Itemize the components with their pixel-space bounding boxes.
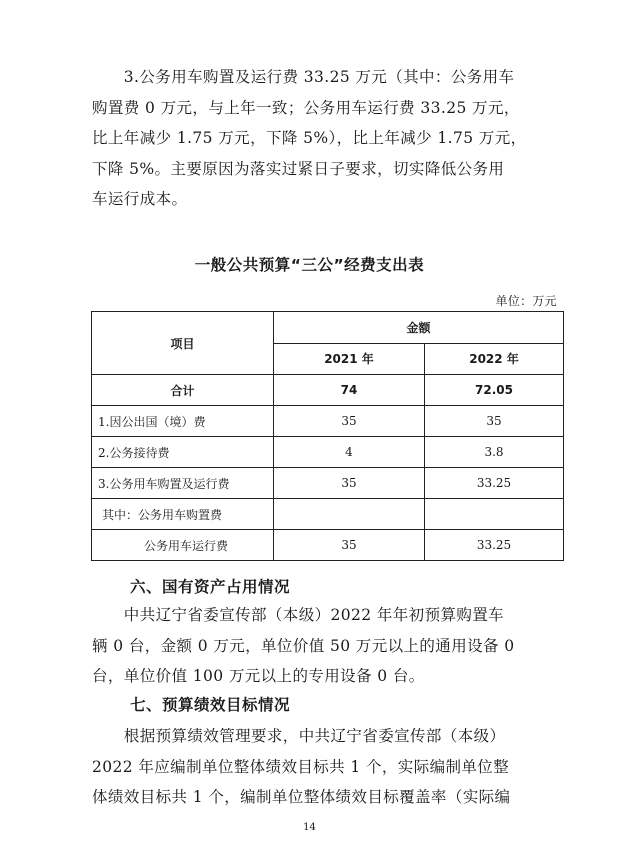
- row-item: 3.公务用车购置及运行费: [92, 468, 274, 499]
- row-value-2021: 35: [274, 468, 425, 499]
- paragraph-line: 中共辽宁省委宣传部（本级）2022 年年初预算购置车: [92, 606, 505, 624]
- row-item: 1.因公出国（境）费: [92, 406, 274, 437]
- table-title: 一般公共预算“三公”经费支出表: [194, 256, 425, 274]
- row-item: 合计: [92, 375, 274, 406]
- paragraph-line: 台，单位价值 100 万元以上的专用设备 0 台。: [92, 667, 425, 685]
- paragraph-line: 比上年减少 1.75 万元，下降 5%），比上年减少 1.75 万元，: [92, 129, 527, 147]
- page-number: 14: [303, 822, 316, 833]
- paragraph-line: 3.公务用车购置及运行费 33.25 万元（其中：公务用车: [92, 68, 515, 86]
- row-value-2022: 72.05: [425, 375, 564, 406]
- header-year-2022: 2022 年: [425, 343, 564, 375]
- table-row: [92, 468, 564, 499]
- row-value-2021: [274, 499, 425, 530]
- table-unit: 单位：万元: [495, 294, 557, 308]
- paragraph-assets: [92, 600, 536, 692]
- three-public-expenses-table: [91, 311, 564, 561]
- table-header-row: [92, 312, 564, 344]
- row-value-2022: 33.25: [425, 530, 564, 561]
- paragraph-line: 2022 年应编制单位整体绩效目标共 1 个，实际编制单位整: [92, 757, 510, 776]
- section-heading-performance: 七、预算绩效目标情况: [130, 696, 291, 714]
- row-value-2022: [425, 499, 564, 530]
- paragraph-line: 下降 5%。主要原因为落实过紧日子要求，切实降低公务用: [92, 159, 505, 178]
- table-row: [92, 437, 564, 468]
- header-year-2021: 2021 年: [274, 343, 425, 375]
- header-amount: 金额: [274, 312, 564, 344]
- table-row: [92, 499, 564, 530]
- row-value-2022: 33.25: [425, 468, 564, 499]
- header-item: 项目: [92, 312, 274, 375]
- section-heading-assets: 六、国有资产占用情况: [130, 578, 291, 596]
- row-value-2021: 74: [274, 375, 425, 406]
- paragraph-line: 辆 0 台，金额 0 万元，单位价值 50 万元以上的通用设备 0: [92, 636, 515, 655]
- row-item: 2.公务接待费: [92, 437, 274, 468]
- paragraph-performance: [92, 721, 536, 813]
- row-value-2021: 35: [274, 530, 425, 561]
- row-value-2022: 3.8: [425, 437, 564, 468]
- row-item: 公务用车运行费: [92, 530, 274, 561]
- paragraph-line: 购置费 0 万元，与上年一致；公务用车运行费 33.25 万元，: [92, 98, 520, 117]
- table-row: [92, 406, 564, 437]
- paragraph-line: 车运行成本。: [92, 190, 188, 208]
- table-row: [92, 530, 564, 561]
- paragraph-line: 体绩效目标共 1 个，编制单位整体绩效目标覆盖率（实际编: [92, 788, 511, 806]
- paragraph-vehicle-costs: [92, 62, 536, 215]
- row-value-2022: 35: [425, 406, 564, 437]
- row-value-2021: 4: [274, 437, 425, 468]
- paragraph-line: 根据预算绩效管理要求，中共辽宁省委宣传部（本级）: [92, 727, 506, 745]
- table-row: [92, 375, 564, 406]
- row-item: 其中：公务用车购置费: [92, 499, 274, 530]
- row-value-2021: 35: [274, 406, 425, 437]
